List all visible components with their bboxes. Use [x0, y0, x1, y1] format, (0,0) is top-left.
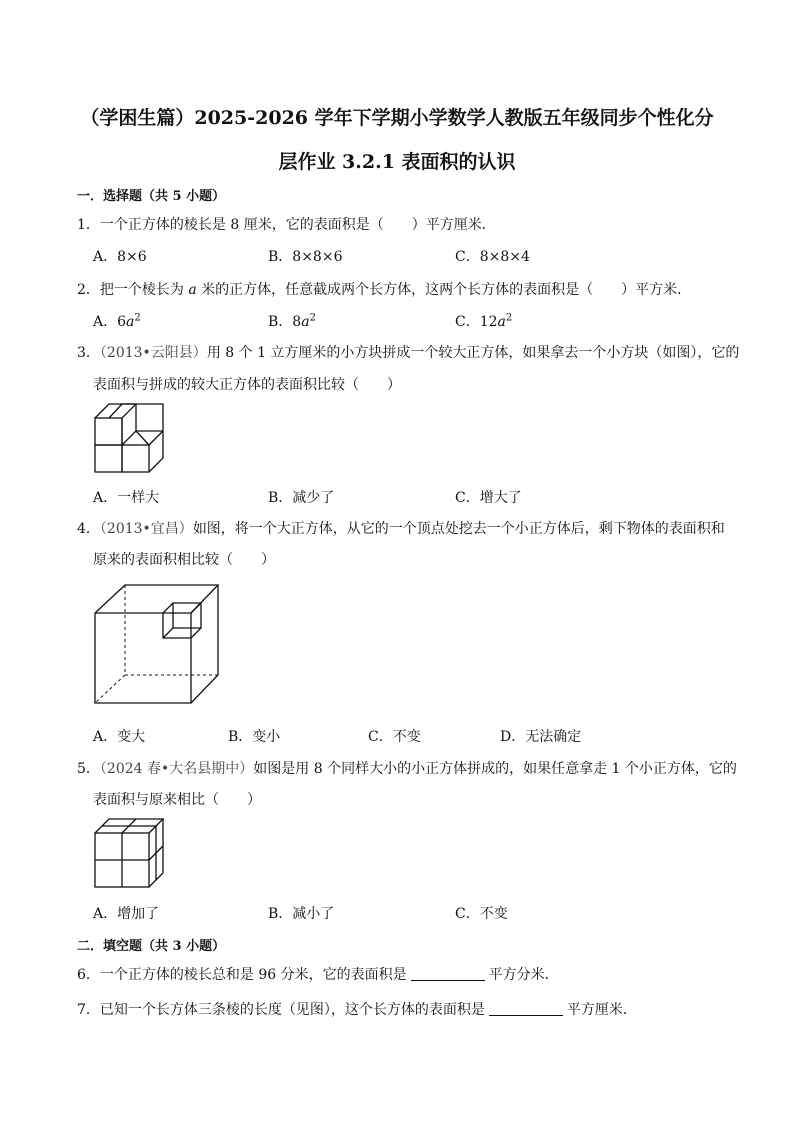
- question-3-line1: 3．（2013•云阳县）用 8 个 1 立方厘米的小方块拼成一个较大正方体，如果拿去一个小方块（如图），它的: [77, 345, 740, 361]
- question-3-line2: 表面积与拼成的较大正方体的表面积比较（ ）: [93, 377, 401, 393]
- question-4-option-b: B．变小: [228, 729, 281, 745]
- question-4-option-c: C．不变: [368, 729, 421, 745]
- question-5-line1: 5．（2024 春•大名县期中）如图是用 8 个同样大小的小正方体拼成的，如果任意拿走 1 个小正方体，它的: [77, 761, 737, 777]
- question-6: 6．一个正方体的棱长总和是 96 分米，它的表面积是 平方分米．: [77, 967, 559, 983]
- question-4-figure-cube-corner-removed: [93, 583, 223, 708]
- question-4-line2: 原来的表面积相比较（ ）: [93, 552, 275, 568]
- question-2-option-a: A．$6a^2$: [93, 312, 141, 330]
- question-5-figure-2x2x2-cube: [93, 815, 168, 890]
- question-1-option-b: B．8×8×6: [268, 249, 343, 265]
- document-title-line1: （学困生篇）2025-2026 学年下学期小学数学人教版五年级同步个性化分: [80, 107, 714, 129]
- question-1-option-c: C．8×8×4: [455, 249, 530, 265]
- question-5-option-a: A．增加了: [93, 906, 160, 922]
- question-7: 7．已知一个长方体三条棱的长度（见图），这个长方体的表面积是 平方厘米．: [77, 1002, 637, 1018]
- question-2-option-b: B．$8a^2$: [268, 312, 316, 330]
- question-3-option-b: B．减少了: [268, 490, 335, 506]
- question-4-option-d: D．无法确定: [500, 729, 582, 745]
- question-5-line2: 表面积与原来相比（ ）: [93, 792, 261, 808]
- question-2-stem: 2．把一个棱长为 a 米的正方体，任意截成两个长方体，这两个长方体的表面积是（ ）平方米．: [77, 282, 692, 298]
- question-3-figure-cube-missing-block: [93, 400, 168, 475]
- section-heading-fill-in: 二．填空题（共 3 小题）: [77, 939, 226, 954]
- question-1-stem: 1．一个正方体的棱长是 8 厘米，它的表面积是（ ）平方厘米．: [77, 217, 496, 233]
- answer-blank[interactable]: [411, 966, 485, 981]
- question-4-option-a: A．变大: [93, 729, 146, 745]
- question-3-option-a: A．一样大: [93, 490, 160, 506]
- question-1-option-a: A．8×6: [93, 249, 147, 265]
- question-5-option-c: C．不变: [455, 906, 508, 922]
- question-4-line1: 4．（2013•宜昌）如图，将一个大正方体，从它的一个顶点处挖去一个小正方体后，剩下物体的表面积和: [77, 521, 725, 537]
- answer-blank[interactable]: [489, 1001, 563, 1016]
- question-3-option-c: C．增大了: [455, 490, 522, 506]
- section-heading-choice: 一．选择题（共 5 小题）: [77, 189, 226, 204]
- question-5-option-b: B．减小了: [268, 906, 335, 922]
- document-title-line2: 层作业 3.2.1 表面积的认识: [278, 151, 516, 173]
- question-2-option-c: C．$12a^2$: [455, 312, 513, 330]
